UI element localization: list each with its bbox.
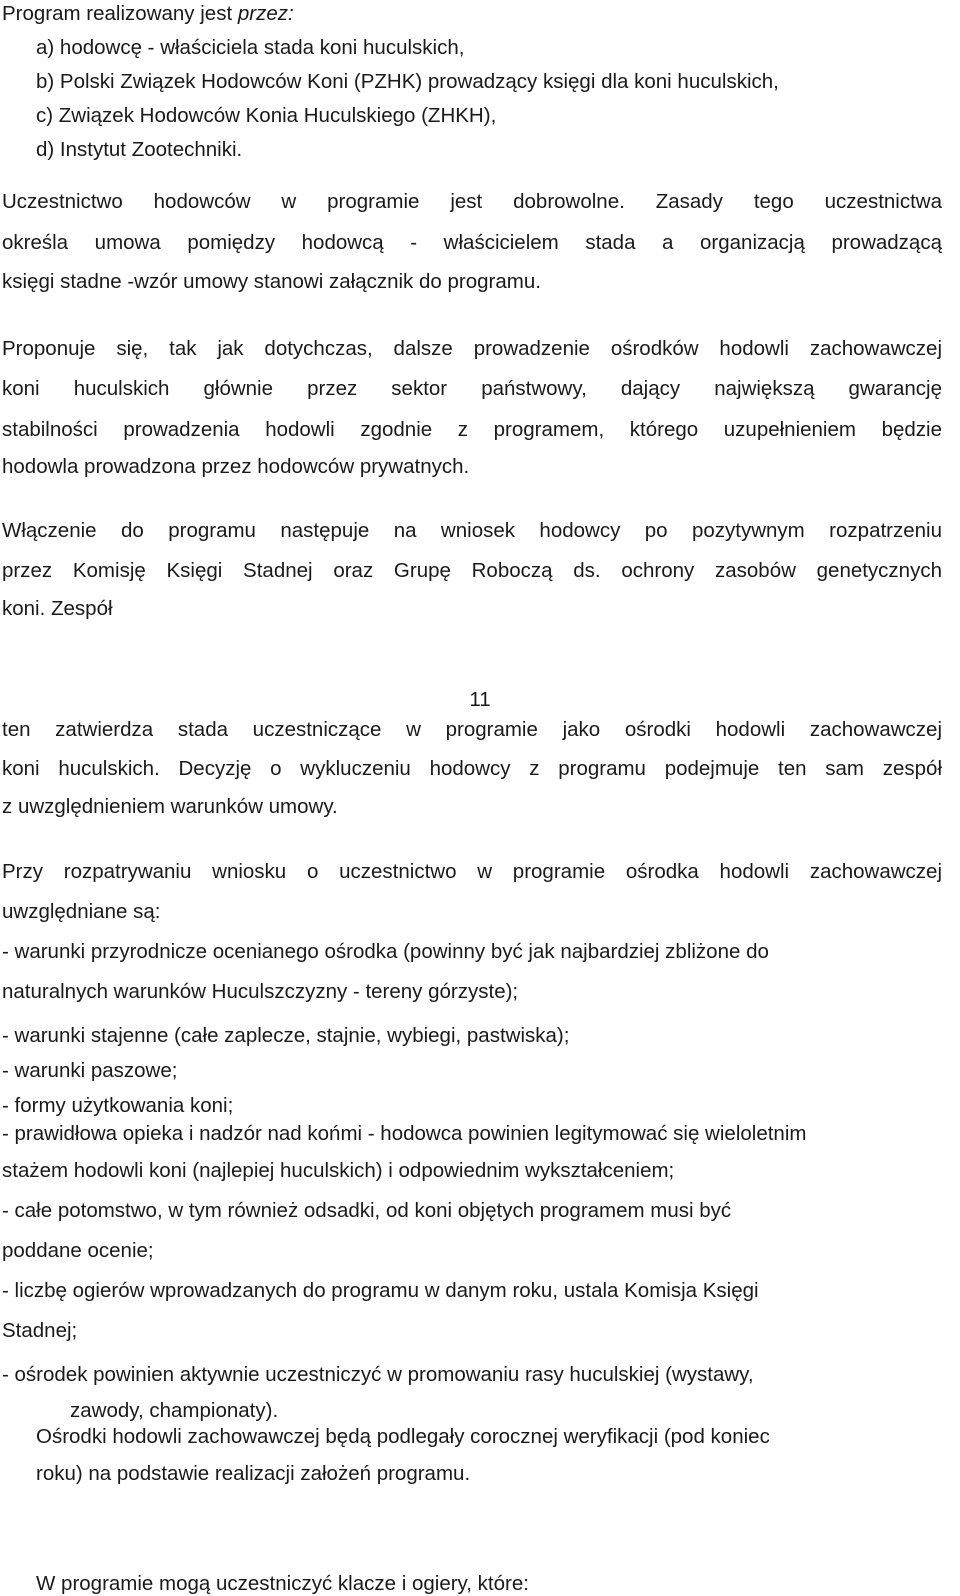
paragraph-line: z uwzględnieniem warunków umowy. [2, 795, 338, 818]
criteria-line: - prawidłowa opieka i nadzór nad końmi - hodowca powinien legitymować się wieloletnim [2, 1122, 807, 1145]
paragraph-line: określa umowa pomiędzy hodowcą - właścicielem stada a organizacją prowadzącą [2, 231, 942, 254]
page-number: 11 [469, 688, 491, 711]
paragraph-line: ten zatwierdza stada uczestniczące w programie jako ośrodki hodowli zachowawczej [2, 718, 942, 741]
paragraph-line: koni huculskich. Decyzję o wykluczeniu hodowcy z programu podejmuje ten sam zespół [2, 757, 942, 780]
criteria-line: zawody, championaty). [70, 1399, 279, 1422]
criteria-line: - warunki paszowe; [2, 1059, 178, 1082]
criteria-line: - warunki przyrodnicze ocenianego ośrodka (powinny być jak najbardziej zbliżone do [2, 940, 769, 963]
paragraph-line: roku) na podstawie realizacji założeń programu. [36, 1462, 471, 1485]
paragraph-line: Proponuje się, tak jak dotychczas, dalsze prowadzenie ośrodków hodowli zachowawczej [2, 337, 942, 360]
paragraph-line: stabilności prowadzenia hodowli zgodnie z programem, którego uzupełnieniem będzie [2, 418, 942, 441]
criteria-line: naturalnych warunków Huculszczyzny - tereny górzyste); [2, 980, 519, 1003]
intro-lead: Program realizowany jest [2, 2, 238, 25]
paragraph-line: Przy rozpatrywaniu wniosku o uczestnictwo w programie ośrodka hodowli zachowawczej [2, 860, 942, 883]
paragraph-line: W programie mogą uczestniczyć klacze i ogiery, które: [36, 1572, 529, 1595]
criteria-line: - całe potomstwo, w tym również odsadki, od koni objętych programem musi być [2, 1199, 732, 1222]
paragraph-line: koni huculskich głównie przez sektor państwowy, dający największą gwarancję [2, 377, 942, 400]
intro-heading [2, 2, 294, 26]
intro-lead-italic: przez: [237, 2, 294, 25]
list-item: a) hodowcę - właściciela stada koni huculskich, [36, 36, 465, 59]
paragraph-line: Włączenie do programu następuje na wniosek hodowcy po pozytywnym rozpatrzeniu [2, 519, 942, 542]
criteria-line: - warunki stajenne (całe zaplecze, stajnie, wybiegi, pastwiska); [2, 1024, 570, 1047]
criteria-line: - formy użytkowania koni; [2, 1094, 234, 1117]
criteria-line: Stadnej; [2, 1319, 78, 1342]
criteria-line: - liczbę ogierów wprowadzanych do programu w danym roku, ustala Komisja Księgi [2, 1279, 759, 1302]
paragraph-line: Uczestnictwo hodowców w programie jest dobrowolne. Zasady tego uczestnictwa [2, 190, 942, 213]
paragraph-line: koni. Zespół [2, 597, 113, 620]
list-item: c) Związek Hodowców Konia Huculskiego (ZHKH), [36, 104, 497, 127]
criteria-line: stażem hodowli koni (najlepiej huculskich) i odpowiednim wykształceniem; [2, 1159, 675, 1182]
list-item: b) Polski Związek Hodowców Koni (PZHK) prowadzący księgi dla koni huculskich, [36, 70, 779, 93]
paragraph-line: hodowla prowadzona przez hodowców prywatnych. [2, 455, 470, 478]
paragraph-line: uwzględniane są: [2, 900, 161, 923]
list-item: d) Instytut Zootechniki. [36, 138, 243, 161]
paragraph-line: księgi stadne -wzór umowy stanowi załącznik do programu. [2, 270, 541, 293]
paragraph-line: przez Komisję Księgi Stadnej oraz Grupę Roboczą ds. ochrony zasobów genetycznych [2, 559, 942, 582]
criteria-line: poddane ocenie; [2, 1239, 154, 1262]
paragraph-line: Ośrodki hodowli zachowawczej będą podlegały corocznej weryfikacji (pod koniec [36, 1425, 770, 1448]
criteria-line: - ośrodek powinien aktywnie uczestniczyć w promowaniu rasy huculskiej (wystawy, [2, 1363, 754, 1386]
